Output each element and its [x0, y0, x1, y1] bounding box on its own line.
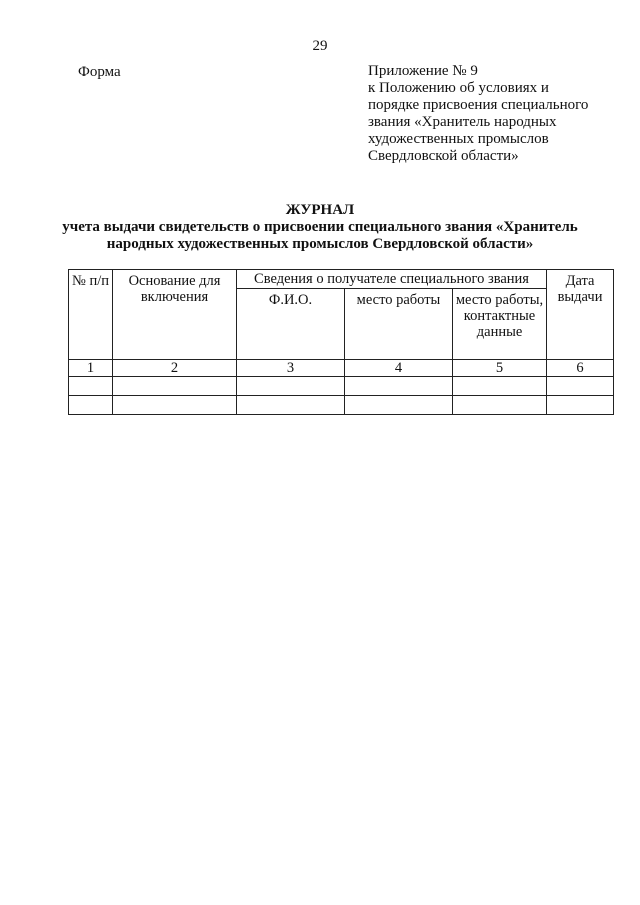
column-number-row	[69, 360, 614, 377]
page-number: 29	[312, 38, 328, 54]
table-cell	[345, 396, 453, 415]
header-recipient-group: Сведения о получателе специального звания	[237, 270, 547, 289]
table-cell	[69, 396, 113, 415]
table-cell	[345, 377, 453, 396]
appendix-block	[368, 63, 588, 165]
column-number: 5	[453, 360, 547, 377]
table-row	[69, 396, 614, 415]
header-basis: Основание для включения	[113, 270, 237, 360]
column-number: 1	[69, 360, 113, 377]
table-cell	[453, 377, 547, 396]
table-cell	[453, 396, 547, 415]
table-cell	[237, 396, 345, 415]
appendix-line: Приложение № 9	[368, 63, 478, 79]
title-subtitle-line: учета выдачи свидетельств о присвоении специального звания «Хранитель	[62, 219, 578, 235]
header-fio: Ф.И.О.	[237, 289, 345, 360]
header-workplace: место работы	[345, 289, 453, 360]
appendix-line: порядке присвоения специального	[368, 97, 589, 113]
journal-table	[68, 269, 614, 415]
table-cell	[113, 396, 237, 415]
document-title	[0, 202, 640, 253]
table-cell	[547, 396, 614, 415]
table-row	[69, 377, 614, 396]
table-cell	[113, 377, 237, 396]
header-num: № п/п	[69, 270, 113, 360]
appendix-line: к Положению об условиях и	[368, 80, 549, 96]
table-cell	[69, 377, 113, 396]
header-workplace-contacts: место работы, контактные данные	[453, 289, 547, 360]
title-subtitle-line: народных художественных промыслов Свердловской области»	[106, 236, 534, 252]
column-number: 3	[237, 360, 345, 377]
title-heading: ЖУРНАЛ	[285, 202, 355, 218]
header-issue-date: Дата выдачи	[547, 270, 614, 360]
column-number: 4	[345, 360, 453, 377]
column-number: 6	[547, 360, 614, 377]
appendix-line: художественных промыслов	[368, 131, 549, 147]
form-label: Форма	[78, 64, 121, 80]
table-cell	[237, 377, 345, 396]
table-cell	[547, 377, 614, 396]
appendix-line: звания «Хранитель народных	[368, 114, 557, 130]
column-number: 2	[113, 360, 237, 377]
appendix-line: Свердловской области»	[368, 148, 519, 164]
